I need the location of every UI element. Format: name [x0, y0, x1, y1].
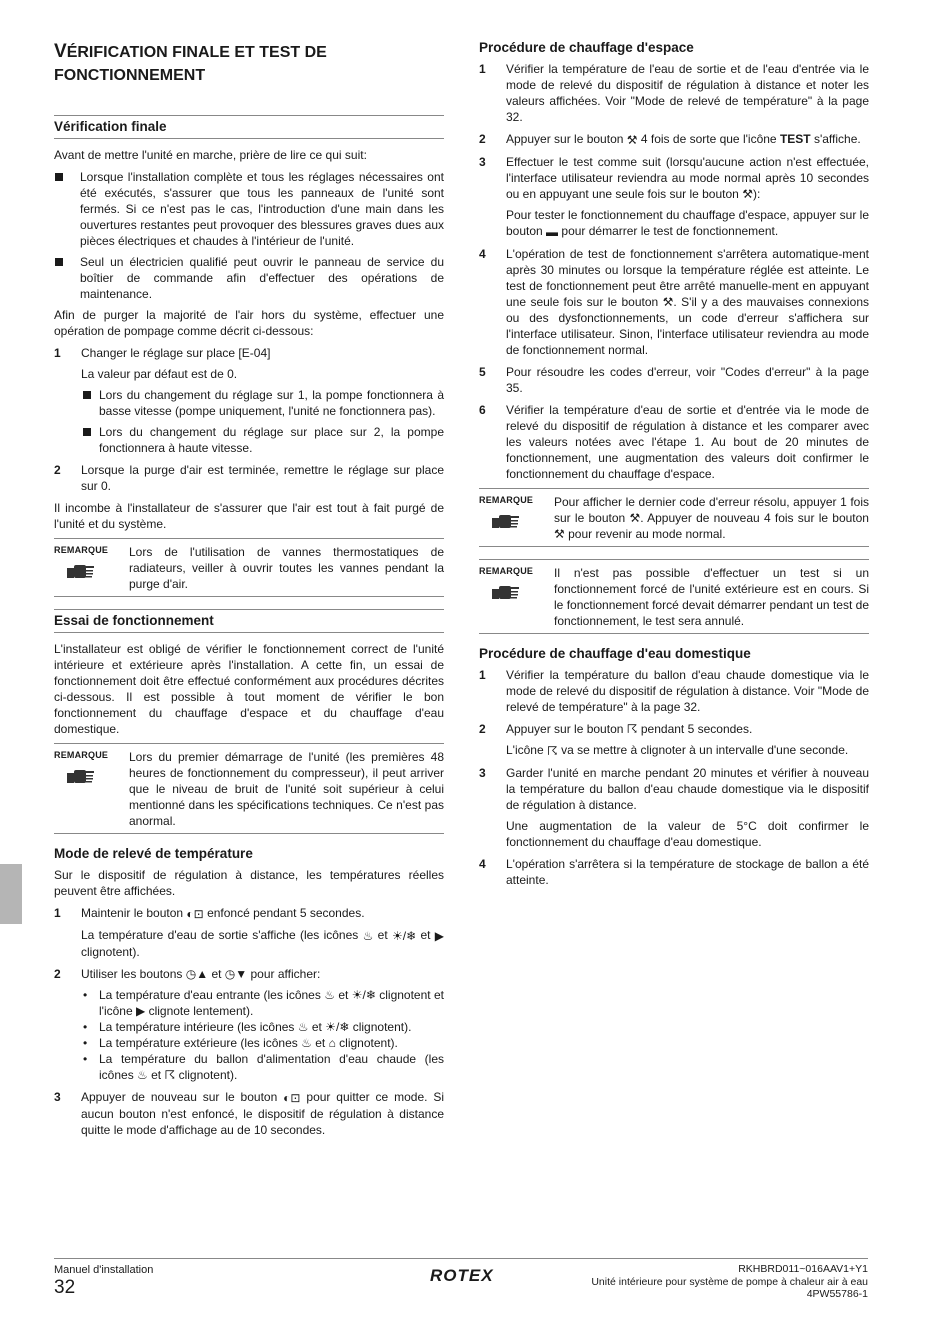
- footer-left: Manuel d'installation 32: [54, 1264, 154, 1298]
- footer-divider: [54, 1258, 868, 1259]
- space-step-5: 5 Pour résoudre les codes d'erreur, voir "Codes d'erreur" à la page 35.: [479, 364, 869, 395]
- space-step-2: 2 Appuyer sur le bouton ⚒ 4 fois de sorte que l'icône TEST s'affiche.: [479, 132, 861, 147]
- readout-button-icon: ◐⊡: [186, 906, 204, 921]
- sub-bullet: Lors du changement du réglage sur 1, la pompe fonctionnera à basse vitesse (pompe uniquement, l'unité ne fonctionnera pas).: [81, 387, 444, 419]
- test-button-icon: ⚒: [629, 510, 641, 525]
- bullet-item: Seul un électricien qualifié peut ouvrir le panneau de service du boîtier de commande afin d'effectuer des opérations de maintenance.: [54, 254, 444, 302]
- water-temp-icon: ♨: [362, 928, 374, 943]
- up-arrow-button-icon: ◷▲: [185, 967, 209, 982]
- heading-eau-domestique: Procédure de chauffage d'eau domestique: [479, 645, 751, 661]
- right-column: [479, 40, 869, 894]
- list-item: • La température intérieure (les icônes ♨ et ☀/❄ clignotent).: [83, 1020, 412, 1035]
- heading-essai: Essai de fonctionnement: [54, 609, 444, 633]
- heading-mode-releve: Mode de relevé de température: [54, 846, 253, 861]
- water-step-2: 2 Appuyer sur le bouton ☈ pendant 5 secondes. L'icône ☈ va se mettre à clignoter à un intervalle d'une seconde.: [479, 721, 849, 759]
- side-tab-marker: [0, 864, 22, 924]
- remarque-hand-icon: [66, 562, 96, 580]
- test-button-icon: ⚒: [626, 132, 638, 147]
- mode-step-2: 2 Utiliser les boutons ◷▲ et ◷▼ pour afficher: • La température d'eau entrante (les icônes ♨ et ☀/❄ clignotent et l'icône ▶ clignote lentement). • La température intérieure (les icônes ♨ et ☀/❄ clignotent). • La température extérieure (les icônes ♨ et ⌂ clignotent). • La température du ballon d'alimentation d'eau chaude (les icônes ♨ et ☈ clignotent).: [54, 966, 444, 1083]
- footer-right: RKHBRD011~016AAV1+Y1 Unité intérieure pour système de pompe à chaleur air à eau 4PW55786-1: [591, 1263, 868, 1300]
- mode-step-1: 1 Maintenir le bouton ◐⊡ enfoncé pendant 5 secondes. La température d'eau de sortie s'affiche (les icônes ♨ et ☀/❄ et ▶ clignotent).: [54, 906, 445, 959]
- remarque-hand-icon: [66, 767, 96, 785]
- heading-verification-finale: Vérification finale: [54, 115, 444, 139]
- remarque-note-2: REMARQUE Lors du premier démarrage de l'unité (les premières 48 heures de fonctionnement du compresseur), il peut arriver que le niveau de bruit de l'unité soit supérieur à celui mentionné dans les spécifications techniques. Ce n'est pas anormal.: [54, 743, 444, 834]
- purge-after-text: Il incombe à l'installateur de s'assurer que l'air est tout à fait purgé de l'unité et du système.: [54, 501, 444, 531]
- left-column: [54, 40, 444, 1144]
- down-arrow-button-icon: ◷▼: [224, 967, 248, 982]
- test-button-icon: ⚒: [554, 526, 565, 541]
- water-step-3: 3 Garder l'unité en marche pendant 20 minutes et vérifier à nouveau la température du ballon d'eau chaude domestique via le dispositif de régulation à distance. Une augmentation de la valeur de 5°C doit confirmer le fonctionnement du chauffage d'eau domestique.: [479, 766, 869, 850]
- hot-water-icon: ☈: [164, 1068, 176, 1083]
- sun-snow-icon: ☀/❄: [392, 928, 417, 943]
- water-step-1: 1 Vérifier la température du ballon d'eau chaude domestique via le mode de relevé du dispositif de régulation à distance. Voir "Mode de relevé de température" à la page 32.: [479, 667, 869, 714]
- remarque-note-3: REMARQUE Pour afficher le dernier code d'erreur résolu, appuyer 1 fois sur le bouton ⚒. Appuyer de nouveau 4 fois sur le bouton ⚒ pour revenir au mode normal.: [479, 488, 869, 547]
- intro-text: Avant de mettre l'unité en marche, prière de lire ce qui suit:: [54, 148, 367, 162]
- remarque-hand-icon: [491, 512, 521, 530]
- mode-intro: Sur le dispositif de régulation à distance, les températures réelles peuvent être affichées.: [54, 868, 444, 898]
- remarque-note-4: REMARQUE Il n'est pas possible d'effectuer un test si un fonctionnement forcé de l'unité extérieure est en cours. Si le fonctionnement forcé devait démarrer pendant un test de fonctionnement, le test sera annulé.: [479, 559, 869, 634]
- mode-step-3: 3 Appuyer de nouveau sur le bouton ◐⊡ pour quitter ce mode. Si aucun bouton n'est enfoncé, le dispositif de régulation à distance quitte le mode d'affichage au de 10 secondes.: [54, 1090, 445, 1138]
- space-step-6: 6 Vérifier la température d'eau de sortie et d'entrée via le mode de relevé du dispositif de régulation à distance et les comparer avec les valeurs notées avec l'étape 1. Au bout de 20 minutes de fonctionnement, une augmentation des valeurs doit confirmer le fonctionnement du chauffage d'espace.: [479, 402, 869, 481]
- list-item: • La température extérieure (les icônes ♨ et ⌂ clignotent).: [83, 1036, 398, 1051]
- test-button-icon: ⚒: [662, 294, 674, 309]
- page-number: 32: [54, 1277, 76, 1298]
- readout-button-icon: ◐⊡: [283, 1091, 301, 1106]
- essai-text: L'installateur est obligé de vérifier le fonctionnement correct de l'unité intérieure et extérieure après l'installation. A cette fin, un essai de fonctionnement doit être effectué conformément aux procédures décrites ci-dessous. Il est possible à tout moment de vérifier le bon fonctionnement du chauffage d'espace et du chauffage d'eau domestique.: [54, 642, 444, 736]
- remarque-hand-icon: [491, 583, 521, 601]
- step-2: 2 Lorsque la purge d'air est terminée, remettre le réglage sur place sur 0.: [54, 463, 444, 493]
- remarque-note-1: REMARQUE Lors de l'utilisation de vannes thermostatiques de radiateurs, veiller à ouvrir toutes les vannes pendant la purge d'air.: [54, 538, 444, 597]
- outdoor-icon: ⌂: [328, 1036, 336, 1051]
- bullet-item: Lorsque l'installation complète et tous les réglages nécessaires ont été exécutés, s'assurer que tous les panneaux de l'unité sont fermés. Si ce n'est pas le cas, l'introduction d'une main dans les ouvertures restantes peut provoquer des blessures graves dues aux pièces électriques et chaudes à l'intérieur de l'unité.: [54, 169, 444, 249]
- list-item: • La température d'eau entrante (les icônes ♨ et ☀/❄ clignotent et l'icône ▶ clignote lentement).: [83, 988, 444, 1019]
- step-1: 1 Changer le réglage sur place [E-04] La valeur par défaut est de 0. Lors du changement du réglage sur 1, la pompe fonctionnera à basse vitesse (pompe uniquement, l'unité ne fonctionnera pas). Lors du changement du réglage sur place sur 2, la pompe fonctionnera à haute vitesse.: [54, 346, 444, 455]
- test-button-icon: ⚒: [742, 186, 753, 201]
- play-icon: ▶: [434, 928, 445, 943]
- list-item: • La température du ballon d'alimentation d'eau chaude (les icônes ♨ et ☈ clignotent).: [83, 1052, 444, 1083]
- hot-water-icon: ☈: [626, 722, 638, 737]
- heating-button-icon: ▬: [546, 224, 559, 239]
- heading-chauffage-espace: Procédure de chauffage d'espace: [479, 40, 694, 55]
- water-step-4: 4 L'opération s'arrêtera si la température de stockage de ballon a été atteinte.: [479, 857, 869, 888]
- sub-bullet: Lors du changement du réglage sur place sur 2, la pompe fonctionnera à haute vitesse.: [81, 424, 444, 456]
- purge-text: Afin de purger la majorité de l'air hors du système, effectuer une opération de pompage comme décrit ci-dessous:: [54, 308, 444, 338]
- space-step-1: 1 Vérifier la température de l'eau de sortie et de l'eau d'entrée via le mode de relevé du dispositif de régulation à distance et noter les valeurs affichées. Voir "Mode de relevé de température" à la page 32.: [479, 62, 869, 124]
- space-step-4: 4 L'opération de test de fonctionnement s'arrêtera automatique-ment après 30 minutes ou lorsque la température réglée est atteinte. Le test de fonctionnement peut être arrêté manuelle-ment en appuyant une seule fois sur le bouton ⚒. S'il y a des mauvaises connexions ou des dysfonctionnements, un code d'erreur s'affichera sur l'interface utilisateur. Sinon, l'interface utilisateur reviendra au mode de fonctionnement normal.: [479, 246, 870, 357]
- hot-water-icon: ☈: [547, 744, 558, 759]
- space-step-3: 3 Effectuer le test comme suit (lorsqu'aucune action n'est effectuée, l'interface utilisateur reviendra au mode normal après 10 secondes ou en appuyant une seule fois sur le bouton ⚒): Pour tester le fonctionnement du chauffage d'espace, appuyer sur le bouton ▬ pour démarrer le test de fonctionnement.: [479, 154, 869, 239]
- page-title: VÉRIFICATION FINALE ET TEST DE FONCTIONNEMENT: [54, 41, 327, 84]
- rotex-logo: ROTEX: [430, 1266, 494, 1285]
